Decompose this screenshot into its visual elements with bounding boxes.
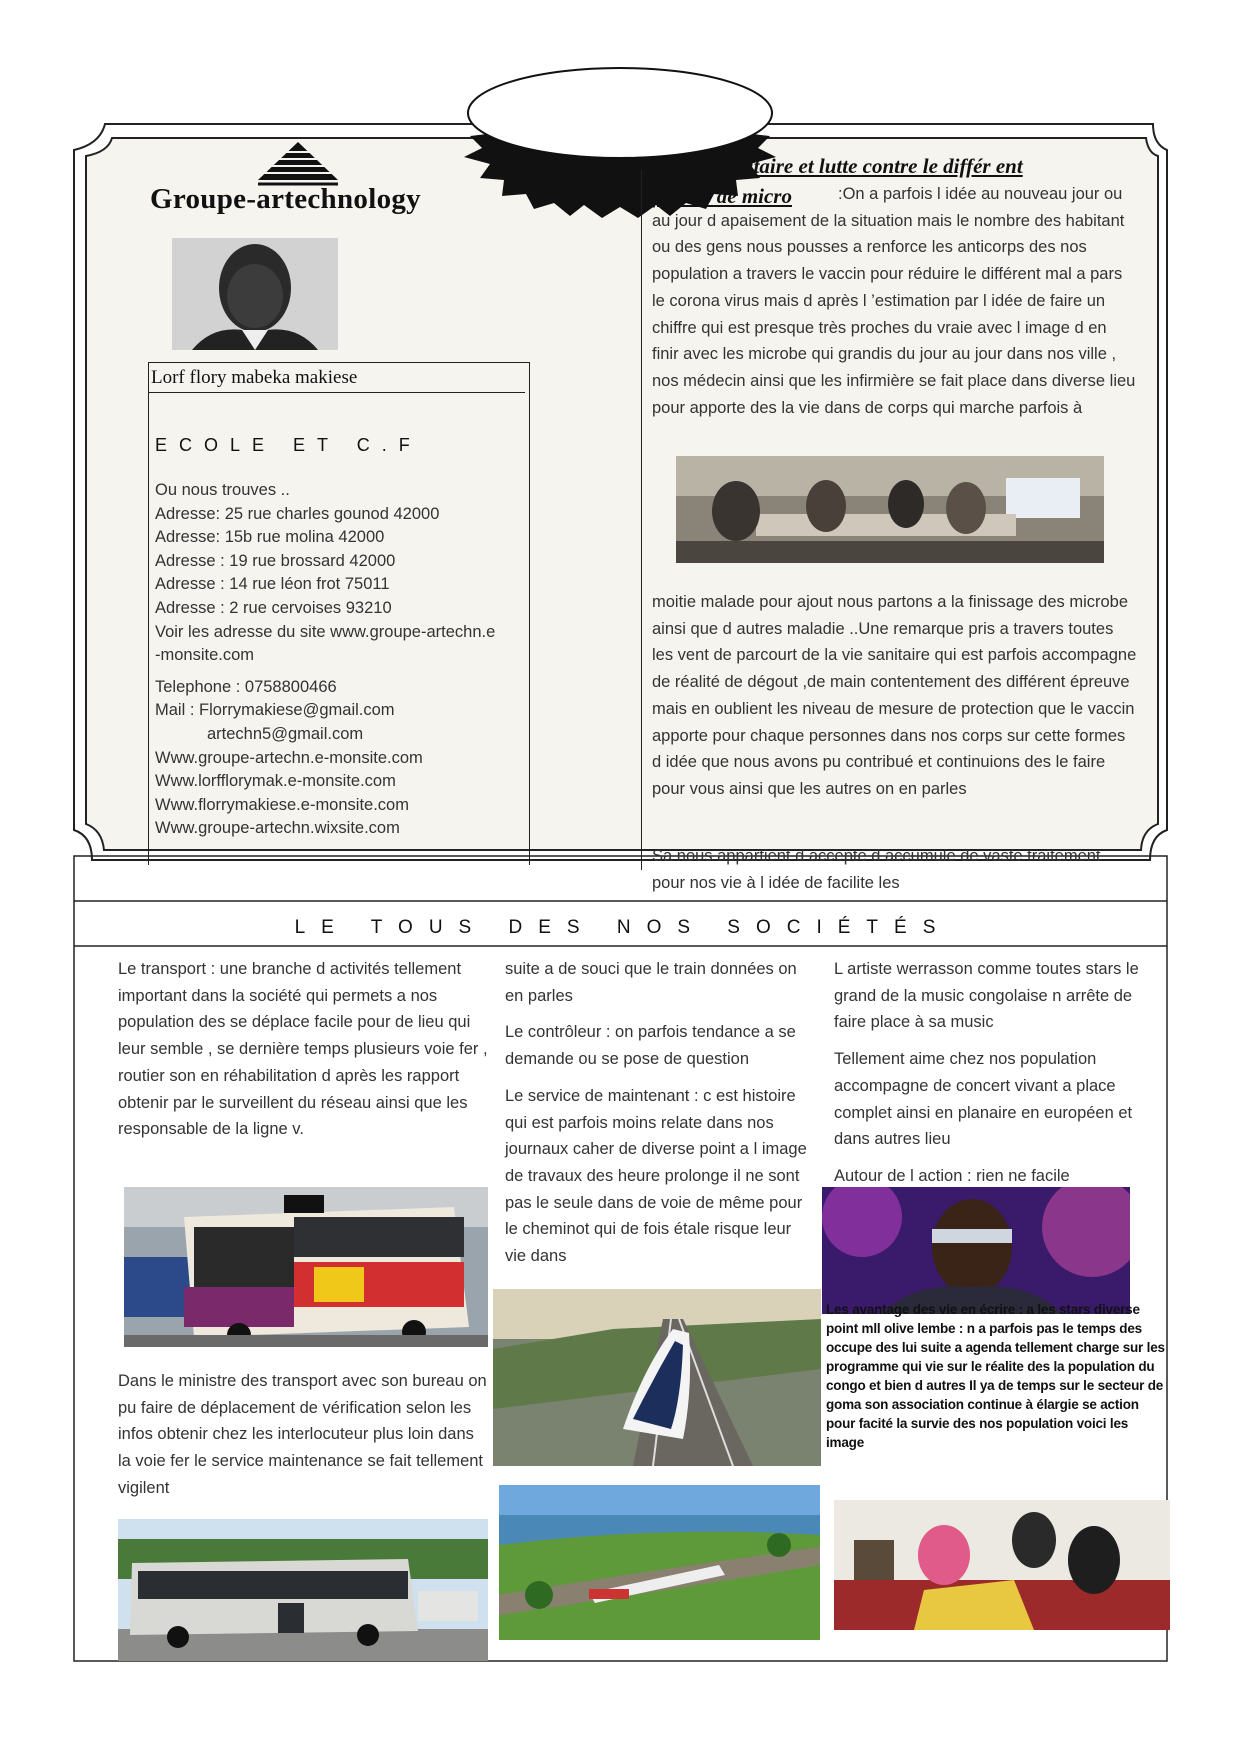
- article-title-line: L'état sanitaire et lutte contre le différ ent: [662, 154, 1023, 178]
- image-caption: Les avantage des vie en écrire : a les stars diverse point mll olive lembe : n a parfois pas le temps des occupe des lui suite a agenda tellement charge sur les programme qui vie sur le réalite des la population du congo et bien d autres Il ya de temps sur le secteur de goma son association continue à élargie se action pour facité la survie des nos population voici les image: [826, 1302, 1165, 1450]
- website-link[interactable]: Www.groupe-artechn.wixsite.com: [155, 819, 400, 838]
- paragraph: Le transport : une branche d activités tellement important dans la société qui permets a nos population des se déplace facile pour de lieu qui leur semble , se dernière temps plusieurs voie fer , routier son en réhabilitation d après les rapport obtenir par le surveillent du réseau ainsi que les responsable de la ligne v.: [118, 960, 488, 1139]
- website-link[interactable]: Www.groupe-artechn.e-monsite.com: [155, 748, 423, 767]
- vaccination-room-image: [676, 456, 1104, 563]
- website-link[interactable]: Www.lorfflorymak.e-monsite.com: [155, 772, 396, 791]
- article-paragraph: :On a parfois l idée au nouveau jour ou au jour d apaisement de la situation mais le nombre des habitant ou des gens nous pousses a renforce les anticorps des nos population a travers le vaccin pour réduire le différent mal a pars le corona virus mais d après l ’estimation par l idée de faire un chiffre qui est presque très proches du vraie avec l image d en finir avec les microbe qui grandis du jour au jour dans nos ville , nos médecin ainsi que les infirmière se fait place dans diverse lieu pour apporte des la vie dans de corps qui marche parfois à: [652, 185, 1136, 417]
- paragraph: Autour de l action : rien ne facile: [834, 1166, 1070, 1185]
- address-line: Adresse : 14 rue léon frot 75011: [155, 575, 390, 594]
- article-paragraph: moitie malade pour ajout nous partons a la finissage des microbe ainsi que d autres maladie ..Une remarque pris a travers toutes les vent de parcourt de la vie sanitaire qui est parfois accompagne de réalité de dégout ,de main contentement des différent épreuve mais en oublient les niveau de mesure de protection que le vaccin apporte pour chaque personnes dans nos corps sur cette formes d idée que nous avons pu contribué et continuions des le faire pour vous ainsi que les autres on en parles: [652, 593, 1137, 798]
- paragraph: suite a de souci que le train données on en parles: [505, 960, 797, 1005]
- column-music: [834, 956, 1164, 1200]
- profile-box: [148, 362, 530, 865]
- website-link[interactable]: Www.florrymakiese.e-monsite.com: [155, 795, 409, 814]
- mail-line: artechn5@gmail.com: [207, 724, 364, 743]
- concert-artist-image: [822, 1187, 1130, 1314]
- profile-photo: [172, 238, 338, 350]
- high-speed-train-image: [493, 1289, 821, 1466]
- column-transport: [118, 956, 490, 1153]
- address-line: Adresse: 15b rue molina 42000: [155, 528, 385, 547]
- paragraph: Tellement aime chez nos population accompagne de concert vivant a place complet ainsi en planaire en européen et dans autres lieu: [834, 1050, 1133, 1149]
- hospital-visit-image: [834, 1500, 1170, 1630]
- paragraph: L artiste werrasson comme toutes stars le grand de la music congolaise n arrête de faire place à sa music: [834, 960, 1139, 1032]
- address-line: Adresse: 25 rue charles gounod 42000: [155, 504, 440, 523]
- pyramid-logo-icon: [258, 142, 338, 186]
- article-title-line: formes de micro: [652, 184, 792, 208]
- address-line: Adresse : 19 rue brossard 42000: [155, 551, 396, 570]
- column-divider: [641, 170, 642, 870]
- scenic-train-image: [499, 1485, 820, 1640]
- city-bus-image: [118, 1519, 488, 1661]
- address-line: -monsite.com: [155, 646, 255, 665]
- brand-name: Groupe-artechnology: [150, 183, 421, 215]
- school-heading: ECOLE ET C.F: [155, 435, 422, 455]
- address-block: [155, 479, 527, 841]
- article-paragraph: Sa nous appartient d accepte d accumule de vaste traitement pour nos vie à l idée de facilite les: [652, 847, 1101, 892]
- paragraph: Le contrôleur : on parfois tendance a se demande ou se pose de question: [505, 1023, 796, 1069]
- address-line: Adresse : 2 rue cervoises 93210: [155, 598, 392, 617]
- paragraph: Le service de maintenant : c est histoire qui est parfois moins relate dans nos journaux caher de diverse point a l image de travaux des heure prolonge il ne sont pas le seule dans de voie de même pour le cheminot qui de fois étale risque leur vie dans: [505, 1086, 807, 1266]
- mail-line: Mail : Florrymakiese@gmail.com: [155, 701, 395, 720]
- column-rail: [505, 956, 815, 1280]
- paragraph: Dans le ministre des transport avec son bureau on pu faire de déplacement de vérification selon les infos obtenir chez les interlocuteur plus loin dans la voie fer le service maintenance se fait tellement vigilent: [118, 1372, 487, 1497]
- section-title: LE TOUS DES NOS SOCIÉTÉS: [294, 917, 952, 938]
- address-line: Ou nous trouves ..: [155, 481, 290, 499]
- profile-name: Lorf flory mabeka makiese: [151, 367, 358, 388]
- column-transport-continued: [118, 1368, 490, 1512]
- bus-image: [124, 1187, 488, 1347]
- address-line: Voir les adresse du site www.groupe-artechn.e: [155, 622, 496, 641]
- phone-line: Telephone : 0758800466: [155, 677, 337, 696]
